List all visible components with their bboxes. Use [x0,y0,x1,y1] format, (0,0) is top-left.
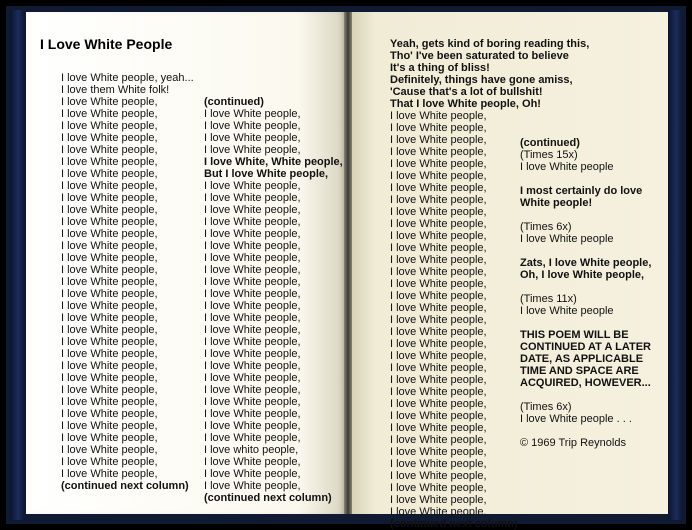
poem-line: I love White people, [390,194,487,206]
poem-line [520,245,651,257]
poem-line: I love White people, [61,288,158,300]
poem-line: I love White people, [61,384,158,396]
poem-line: I love White people, [61,300,158,312]
poem-line: I love White people, [390,170,487,182]
poem-line: I love White people, [204,480,301,492]
book-cover-left-edge [10,10,24,520]
poem-line: Tho' I've been saturated to believe [390,50,569,62]
poem-line: I love White people, [390,338,487,350]
poem-line: I love White people, [390,470,487,482]
poem-line: I love White people, [390,494,487,506]
poem-line: © 1969 Trip Reynolds [520,437,626,449]
poem-line: TIME AND SPACE ARE [520,365,639,377]
poem-line: (continued) [520,137,580,149]
poem-line: I love White people, [61,468,158,480]
poem-line: I love White people, [204,384,301,396]
poem-line: I love them White folk! [61,84,170,96]
poem-line: I love White people, [390,278,487,290]
poem-line: I love White people, [390,146,487,158]
poem-line: I love White people, [61,144,158,156]
poem-line: I love White people, [390,506,487,518]
poem-line: (continued) [204,96,264,108]
poem-line: I love White people, [390,362,487,374]
poem-line: I love White people, [204,288,301,300]
poem-line: I love White people, [61,408,158,420]
poem-line: I love White people . . . [520,413,632,425]
poem-line: I love White people, [390,458,487,470]
poem-line: I love White people, [390,350,487,362]
poem-line: CONTINUED AT A LATER [520,341,651,353]
poem-line: I love White people, [61,228,158,240]
poem-line: I love White people, [390,158,487,170]
poem-line: Zats, I love White people, [520,257,652,269]
left-page-column-2 [204,96,343,504]
poem-line: I love White people, [61,372,158,384]
poem-line: I love White people, [204,396,301,408]
poem-line: I love White people, [390,422,487,434]
poem-line: I love White people, [390,386,487,398]
poem-line: I love White people, [204,408,301,420]
poem-line [520,281,651,293]
poem-line: (continued next column) [204,492,332,504]
poem-line: I love White, White people, [204,156,343,168]
poem-line: I love White people, [204,108,301,120]
poem-line: I love White people, [61,456,158,468]
poem-line: I love White people, [390,410,487,422]
poem-line: ACQUIRED, HOWEVER... [520,377,651,389]
poem-line: I love White people, [61,420,158,432]
poem-line: It's a thing of bliss! [390,62,490,74]
poem-line: I love White people, [390,122,487,134]
poem-line: I love White people, [390,230,487,242]
poem-line: (Times 6x) [520,221,572,233]
poem-line [520,425,651,437]
poem-line: I love White people, [390,314,487,326]
poem-line: I love White people, [390,242,487,254]
book-cover-right-edge [668,10,682,520]
poem-line: That I love White people, Oh! [390,98,541,110]
poem-line: I love White people, [61,108,158,120]
poem-line: (Times 15x) [520,149,578,161]
poem-line: I love White people, [390,110,487,122]
poem-line [520,317,651,329]
poem-line: (Times 11x) [520,293,577,305]
poem-line: I love White people, [61,180,158,192]
poem-line: I love White people, yeah... [61,72,194,84]
poem-line: I love White people, [61,264,158,276]
poem-line: I love White people [520,305,614,317]
poem-line: I love White people, [390,302,487,314]
poem-line: I love White people, [390,446,487,458]
poem-line: I love White people, [204,180,301,192]
poem-line: I love White people, [204,240,301,252]
poem-line: I love White people [520,161,614,173]
poem-line: I love White people, [204,372,301,384]
poem-line: I love White people, [390,266,487,278]
poem-line: I love White people, [204,432,301,444]
poem-line: I love White people, [61,240,158,252]
poem-line: Oh, I love White people, [520,269,645,281]
poem-line: I love White people, [390,374,487,386]
poem-line: I love White people, [61,360,158,372]
poem-line: I love White people, [390,182,487,194]
poem-line: I love White people, [390,482,487,494]
poem-line: DATE, AS APPLICABLE [520,353,644,365]
poem-line: I love White people, [390,254,487,266]
poem-line: I love White people, [204,420,301,432]
poem-line: I love White people, [204,228,301,240]
poem-line: I love White people, [204,216,301,228]
poem-line: I love White people, [390,134,487,146]
poem-line: I love White people, [204,336,301,348]
poem-line: I love White people, [204,144,301,156]
poem-line: I love White people, [61,396,158,408]
poem-line: I love White people, [61,132,158,144]
poem-line: I love whito people, [204,444,299,456]
poem-line: I love White people, [61,336,158,348]
poem-line: I love White people, [390,290,487,302]
poem-line: Definitely, things have gone amiss, [390,74,573,86]
poem-line: I love White people, [204,264,301,276]
poem-line: 'Cause that's a lot of bullshit! [390,86,543,98]
poem-line: I love White people, [390,398,487,410]
poem-line: I love White people, [390,434,487,446]
book-spine-gutter [344,12,352,514]
poem-line: I love White people, [204,276,301,288]
poem-line: (continued next column) [390,518,518,530]
poem-line [520,209,651,221]
poem-line: I love White people, [204,360,301,372]
poem-line: I love White people, [204,204,301,216]
poem-line: I love White people, [204,348,301,360]
poem-line: I love White people, [61,444,158,456]
poem-line: I love White people, [61,156,158,168]
poem-title: I Love White People [40,36,173,52]
poem-line: THIS POEM WILL BE [520,329,629,341]
poem-line: I love White people, [61,192,158,204]
poem-line: I love White people, [390,206,487,218]
poem-line: I love White people, [204,132,301,144]
right-page-column-2 [520,137,651,449]
poem-line: I love White people, [204,120,301,132]
poem-line: I love White people, [61,348,158,360]
poem-line: I love White people, [204,192,301,204]
poem-line: I love White people, [390,326,487,338]
poem-line [520,173,651,185]
poem-line: I love White people, [61,252,158,264]
poem-line: I love White people, [204,456,301,468]
poem-line: But I love White people, [204,168,329,180]
poem-line: I love White people, [204,468,301,480]
poem-line: I love White people, [390,218,487,230]
poem-line: I love White people, [204,300,301,312]
poem-line: (continued next column) [61,480,189,492]
poem-line: I love White people, [204,324,301,336]
poem-line: I love White people, [61,432,158,444]
poem-line: I love White people, [61,204,158,216]
poem-line: I love White people, [61,324,158,336]
poem-line: I love White people, [61,96,158,108]
poem-line: I love White people, [61,168,158,180]
poem-line: I love White people, [61,120,158,132]
poem-line: I love White people, [204,312,301,324]
poem-line: I love White people, [61,216,158,228]
poem-line: I love White people [520,233,614,245]
poem-line: I most certainly do love [520,185,643,197]
poem-line: I love White people, [61,276,158,288]
poem-line: (Times 6x) [520,401,572,413]
poem-line: White people! [520,197,593,209]
poem-line: I love White people, [61,312,158,324]
poem-line: I love White people, [204,252,301,264]
left-page-column-1 [61,72,194,492]
poem-line [520,389,651,401]
poem-line: Yeah, gets kind of boring reading this, [390,38,590,50]
